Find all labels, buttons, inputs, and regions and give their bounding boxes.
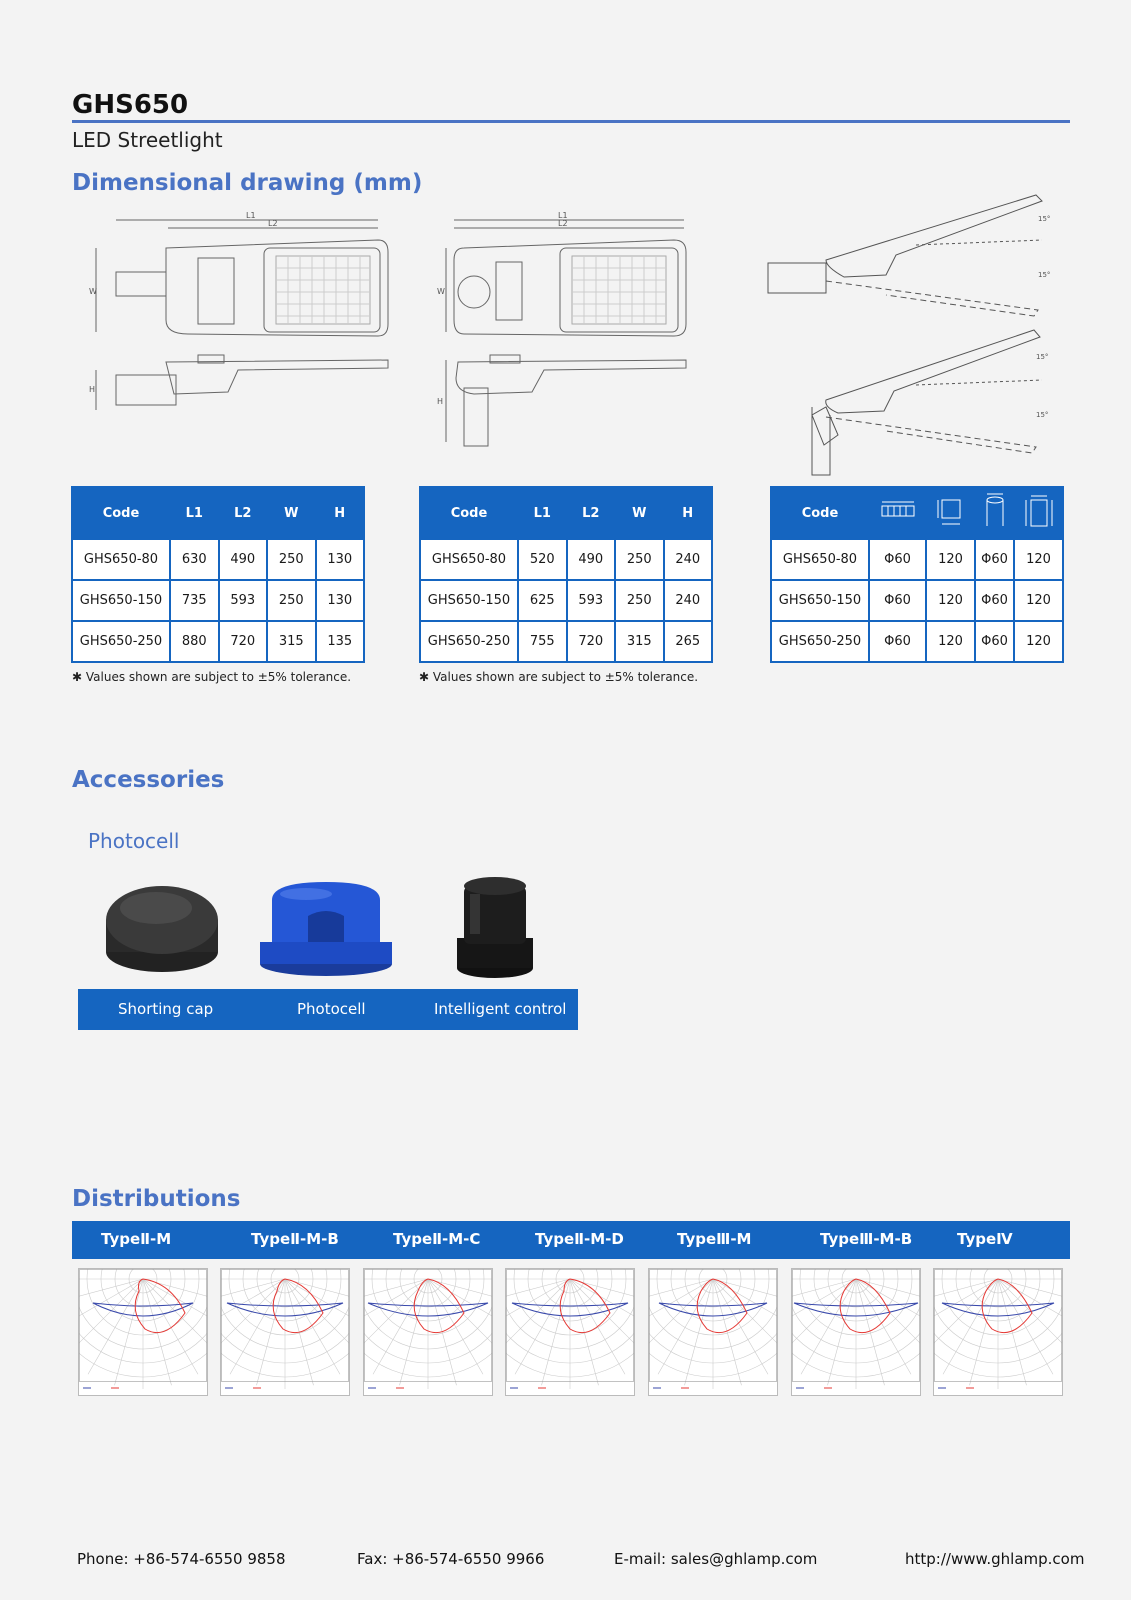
table-header: Code	[420, 487, 518, 539]
value-cell: 250	[267, 580, 316, 621]
value-cell: 240	[664, 580, 713, 621]
table-row	[420, 539, 712, 580]
value-cell: 755	[518, 621, 567, 662]
polar-diagram	[220, 1268, 350, 1396]
distribution-type-label: TypeⅡ-M-D	[535, 1230, 624, 1248]
polar-diagram	[78, 1268, 208, 1396]
table-row	[72, 621, 364, 662]
polar-diagram	[505, 1268, 635, 1396]
value-cell: 593	[219, 580, 268, 621]
value-cell: 720	[219, 621, 268, 662]
label-h: H	[89, 385, 96, 394]
value-cell: 265	[664, 621, 713, 662]
drawing-post-top	[434, 210, 744, 455]
label-w-2: W	[437, 287, 445, 296]
model-code-cell: GHS650-80	[420, 539, 518, 580]
distribution-type-label: TypeⅡ-M-C	[393, 1230, 481, 1248]
label-intelligent-control: Intelligent control	[434, 1000, 567, 1018]
tolerance-note-text: Values shown are subject to ±5% tolerance.	[432, 670, 699, 684]
value-cell: 520	[518, 539, 567, 580]
table-row	[72, 580, 364, 621]
accessory-label-bar	[78, 989, 578, 1030]
value-cell: 490	[219, 539, 268, 580]
label-l2-2: L2	[558, 219, 568, 228]
value-cell: 250	[267, 539, 316, 580]
pipe-length-side-icon	[926, 487, 975, 539]
distribution-type-label: TypeⅣ	[957, 1230, 1013, 1248]
product-subtitle: LED Streetlight	[72, 128, 223, 152]
title-divider	[72, 120, 1070, 123]
label-l2: L2	[268, 219, 278, 228]
model-code-cell: GHS650-250	[771, 621, 869, 662]
model-code-cell: GHS650-80	[771, 539, 869, 580]
drawing-tilt-angles	[766, 185, 1066, 485]
table-row	[771, 580, 1063, 621]
model-code-cell: GHS650-150	[420, 580, 518, 621]
polar-diagram	[363, 1268, 493, 1396]
angle-label-top-1: 15°	[1038, 215, 1051, 223]
value-cell: 120	[1014, 621, 1063, 662]
label-w: W	[89, 287, 97, 296]
value-cell: 130	[316, 580, 365, 621]
table-header: L2	[219, 487, 268, 539]
footer-phone: Phone: +86-574-6550 9858	[77, 1550, 286, 1568]
value-cell: 625	[518, 580, 567, 621]
polar-diagram	[791, 1268, 921, 1396]
table-header: Code	[72, 487, 170, 539]
intelligent-control-image	[452, 872, 538, 982]
distribution-type-label: TypeⅢ-M-B	[820, 1230, 913, 1248]
value-cell: 315	[615, 621, 664, 662]
angle-label-bottom-2: 15°	[1036, 411, 1049, 419]
model-code-cell: GHS650-150	[771, 580, 869, 621]
tolerance-note-1: ✱ Values shown are subject to ±5% tolerance.	[72, 670, 352, 684]
value-cell: Φ60	[869, 580, 926, 621]
table-header: L2	[567, 487, 616, 539]
footer-website[interactable]: http://www.ghlamp.com	[905, 1550, 1085, 1568]
table-row	[420, 580, 712, 621]
value-cell: 630	[170, 539, 219, 580]
table-header: H	[316, 487, 365, 539]
polar-diagram	[933, 1268, 1063, 1396]
value-cell: 120	[926, 539, 975, 580]
angle-label-top-2: 15°	[1038, 271, 1051, 279]
table-header: L1	[170, 487, 219, 539]
tolerance-note-text: Values shown are subject to ±5% tolerance.	[85, 670, 352, 684]
value-cell: 250	[615, 580, 664, 621]
value-cell: 593	[567, 580, 616, 621]
distribution-type-label: TypeⅢ-M	[677, 1230, 752, 1248]
value-cell: 240	[664, 539, 713, 580]
value-cell: Φ60	[975, 621, 1014, 662]
product-title: GHS650	[72, 90, 189, 120]
pipe-diameter-vertical-icon	[975, 487, 1014, 539]
photocell-image	[258, 876, 394, 980]
value-cell: 315	[267, 621, 316, 662]
model-code-cell: GHS650-150	[72, 580, 170, 621]
value-cell: 120	[926, 621, 975, 662]
value-cell: 130	[316, 539, 365, 580]
value-cell: 120	[1014, 580, 1063, 621]
model-code-cell: GHS650-250	[72, 621, 170, 662]
table-row	[72, 539, 364, 580]
table-header: H	[664, 487, 713, 539]
value-cell: Φ60	[869, 621, 926, 662]
value-cell: 120	[926, 580, 975, 621]
value-cell: Φ60	[975, 539, 1014, 580]
value-cell: 735	[170, 580, 219, 621]
model-code-cell: GHS650-250	[420, 621, 518, 662]
angle-label-bottom-1: 15°	[1036, 353, 1049, 361]
value-cell: 120	[1014, 539, 1063, 580]
shorting-cap-image	[100, 870, 220, 980]
pipe-length-vertical-icon	[1014, 487, 1063, 539]
label-h-2: H	[437, 397, 444, 406]
table-header: L1	[518, 487, 567, 539]
pipe-size-table	[770, 486, 1064, 663]
value-cell: 490	[567, 539, 616, 580]
value-cell: 250	[615, 539, 664, 580]
dimension-table-side-entry	[71, 486, 365, 663]
footer-fax: Fax: +86-574-6550 9966	[357, 1550, 545, 1568]
table-row	[420, 621, 712, 662]
footer-email[interactable]: E-mail: sales@ghlamp.com	[614, 1550, 818, 1568]
drawing-side-entry	[88, 210, 398, 420]
accessories-heading: Accessories	[72, 767, 225, 793]
photocell-heading: Photocell	[88, 829, 180, 853]
value-cell: Φ60	[869, 539, 926, 580]
label-l1-2: L1	[558, 211, 568, 220]
label-photocell: Photocell	[297, 1000, 366, 1018]
label-l1: L1	[246, 211, 256, 220]
distribution-type-label: TypeⅡ-M-B	[251, 1230, 339, 1248]
distribution-type-bar	[72, 1221, 1070, 1259]
distribution-type-label: TypeⅡ-M	[101, 1230, 172, 1248]
distributions-heading: Distributions	[72, 1186, 241, 1212]
pipe-diameter-side-icon	[869, 487, 926, 539]
value-cell: 720	[567, 621, 616, 662]
table-header: W	[267, 487, 316, 539]
table-header: W	[615, 487, 664, 539]
table-row	[771, 539, 1063, 580]
value-cell: 880	[170, 621, 219, 662]
polar-diagram	[648, 1268, 778, 1396]
value-cell: Φ60	[975, 580, 1014, 621]
label-shorting-cap: Shorting cap	[118, 1000, 214, 1018]
tolerance-note-2: ✱ Values shown are subject to ±5% tolerance.	[419, 670, 699, 684]
value-cell: 135	[316, 621, 365, 662]
model-code-cell: GHS650-80	[72, 539, 170, 580]
table-row	[771, 621, 1063, 662]
dimensional-heading: Dimensional drawing (mm)	[72, 170, 423, 196]
header-code: Code	[771, 487, 869, 539]
dimension-table-post-top	[419, 486, 713, 663]
